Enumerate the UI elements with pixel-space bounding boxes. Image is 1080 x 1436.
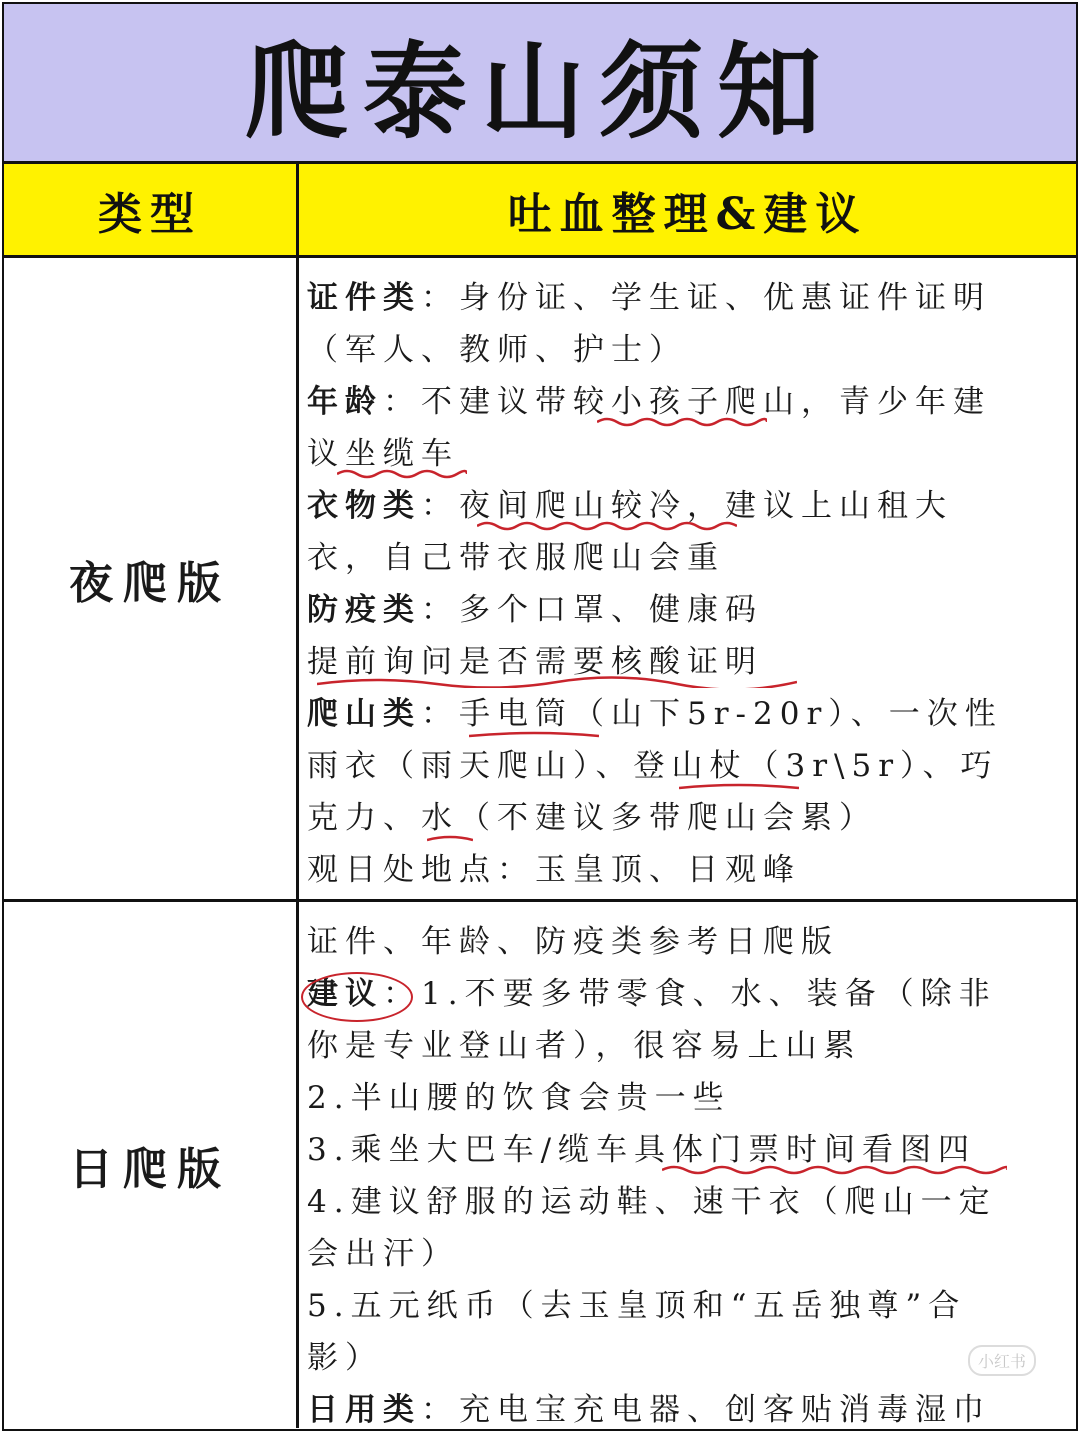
night-type-cell [4, 258, 299, 899]
night-line-7: 防疫类：多个口罩、健康码 [307, 592, 763, 628]
day-line-7: 会出汗） [307, 1236, 459, 1272]
circle-annotation [301, 972, 413, 1022]
header-type-cell [4, 164, 299, 255]
underline-annotation [662, 1164, 1007, 1176]
day-line-3: 你是专业登山者），很容易上山累 [307, 1028, 862, 1064]
underline-annotation [679, 780, 799, 792]
night-type-label: 夜爬版 [69, 557, 231, 609]
day-line-6: 4.建议舒服的运动鞋、速干衣（爬山一定 [307, 1184, 997, 1220]
underline-annotation [597, 416, 767, 428]
table-row-night [4, 258, 1076, 902]
night-line-2: （军人、教师、护士） [307, 332, 687, 368]
night-line-3: 年龄：不建议带较小孩子爬山，青少年建 [307, 376, 1066, 428]
night-line-8: 提前询问是否需要核酸证明 [307, 636, 1066, 688]
day-line-2: 建议：1.不要多带零食、水、装备（除非 [307, 968, 1066, 1020]
day-line-4: 2.半山腰的饮食会贵一些 [307, 1080, 731, 1116]
day-line-8: 5.五元纸币（去玉皇顶和“五岳独尊”合 [307, 1288, 967, 1324]
page-title: 爬泰山须知 [244, 29, 835, 153]
underline-annotation [427, 832, 473, 844]
title-bar [4, 4, 1076, 164]
day-line-5: 3.乘坐大巴车/缆车具体门票时间看图四 [307, 1124, 1066, 1176]
table-row-day [4, 902, 1076, 1428]
underline-annotation [477, 520, 737, 532]
underline-annotation [317, 676, 797, 688]
header-type-label: 类型 [98, 188, 202, 240]
night-line-6: 衣，自己带衣服爬山会重 [307, 540, 725, 576]
watermark-logo: 小红书 [968, 1345, 1036, 1376]
day-line-1: 证件、年龄、防疫类参考日爬版 [307, 924, 839, 960]
day-type-label: 日爬版 [69, 1144, 231, 1195]
night-line-10: 雨衣（雨天爬山）、登山杖（3r\5r）、巧 [307, 740, 1066, 792]
night-line-11: 克力、水（不建议多带爬山会累） [307, 792, 1066, 844]
day-line-9: 影） [307, 1340, 383, 1376]
day-content-cell [299, 902, 1076, 1428]
night-line-4: 议坐缆车 [307, 428, 1066, 480]
night-content-cell [299, 258, 1076, 899]
notice-table [2, 2, 1078, 1431]
night-line-9: 爬山类：手电筒（山下5r-20r）、一次性 [307, 688, 1066, 740]
header-content-cell [299, 164, 1076, 255]
table-header [4, 164, 1076, 258]
header-content-label: 吐血整理&建议 [507, 188, 868, 240]
underline-annotation [469, 728, 599, 740]
night-line-12: 观日处地点：玉皇顶、日观峰 [307, 852, 801, 888]
day-line-10: 日用类：充电宝充电器、创客贴消毒湿巾 [307, 1392, 991, 1428]
night-line-1: 证件类：身份证、学生证、优惠证件证明 [307, 280, 991, 316]
night-line-5: 衣物类：夜间爬山较冷，建议上山租大 [307, 480, 1066, 532]
day-type-cell [4, 902, 299, 1428]
underline-annotation [337, 468, 467, 480]
